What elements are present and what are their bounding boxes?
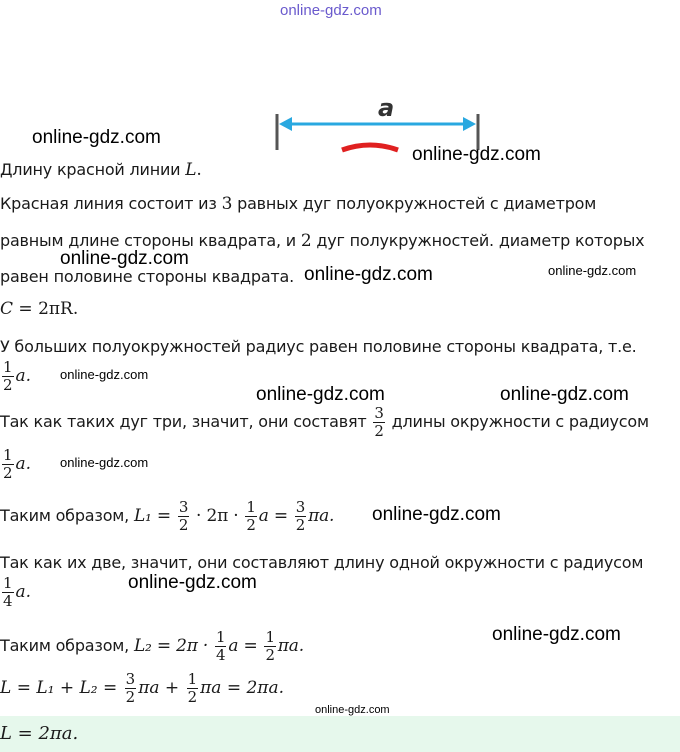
watermark: online-gdz.com xyxy=(500,384,629,405)
watermark: online-gdz.com xyxy=(315,704,390,716)
watermark: online-gdz.com xyxy=(60,248,189,269)
fraction: $\frac{1}{2}$ xyxy=(3,358,13,394)
math-var: L xyxy=(185,160,197,180)
formula-half-a-1 xyxy=(0,360,31,393)
watermark: online-gdz.com xyxy=(492,624,621,645)
text-line-3 xyxy=(0,231,644,251)
text-line-11: Так как их две, значит, они составляют длину одной окружности с радиусом xyxy=(0,553,644,572)
fraction: $\frac{1}{2}$ xyxy=(265,628,275,664)
formula-L2 xyxy=(0,630,304,663)
formula-L1 xyxy=(0,500,334,533)
text-line-1: Длину красной линии L. xyxy=(0,160,202,180)
watermark: online-gdz.com xyxy=(256,384,385,405)
line-text: длины окружности с радиусом xyxy=(391,412,649,431)
segment-arrow-right xyxy=(463,117,476,131)
formula-circumference xyxy=(0,299,78,319)
math-var: a. xyxy=(15,366,32,386)
math-expr: πa = 2πa. xyxy=(200,678,285,698)
top-watermark[interactable]: online-gdz.com xyxy=(280,2,382,19)
text-line-4: равен половине стороны квадрата. xyxy=(0,267,295,286)
watermark: online-gdz.com xyxy=(372,504,501,525)
line-text: равным длине стороны квадрата, и xyxy=(0,231,296,250)
watermark: online-gdz.com xyxy=(304,264,433,285)
fraction: $\frac{3}{2}$ xyxy=(178,498,189,534)
watermark: online-gdz.com xyxy=(128,572,257,593)
math-expr: a = xyxy=(258,506,288,526)
watermark: online-gdz.com xyxy=(32,127,161,148)
fraction: $\frac{1}{4}$ xyxy=(3,574,13,610)
watermark: online-gdz.com xyxy=(60,455,149,470)
fraction: $\frac{3}{2}$ xyxy=(374,404,384,440)
watermark: online-gdz.com xyxy=(548,263,637,278)
math-number: 2 xyxy=(300,231,312,251)
fraction: $\frac{3}{2}$ xyxy=(125,670,136,706)
math-var: C xyxy=(0,299,14,319)
text-line-6: У больших полуокружностей радиус равен половине стороны квадрата, т.е. xyxy=(0,337,637,356)
fraction: $\frac{1}{4}$ xyxy=(216,628,226,664)
line-text: Таким образом, xyxy=(0,636,130,655)
formula-L-sum xyxy=(0,672,284,705)
line-text: Красная линия состоит из xyxy=(0,194,217,213)
segment-label: a xyxy=(378,94,395,122)
segment-arrow-left xyxy=(279,117,292,131)
red-arc-fragment xyxy=(342,145,398,150)
fraction: $\frac{1}{2}$ xyxy=(246,498,256,534)
math-expr: πa. xyxy=(277,636,304,656)
math-var: a. xyxy=(15,454,32,474)
formula-half-a-2 xyxy=(0,448,31,481)
formula-quarter-a xyxy=(0,576,31,609)
line-text: Так как таких дуг три, значит, они составят xyxy=(0,412,367,431)
text-line-2 xyxy=(0,194,596,214)
line-text: дуг полукружностей. диаметр которых xyxy=(316,231,645,250)
fraction: $\frac{1}{2}$ xyxy=(187,670,198,706)
math-var: a. xyxy=(15,582,32,602)
math-expr: L₁ = xyxy=(133,506,171,526)
line-text: Таким образом, xyxy=(0,506,130,525)
math-expr: πa. xyxy=(308,506,335,526)
math-expr: a = xyxy=(228,636,258,656)
math-expr: = 2πR. xyxy=(18,299,79,319)
line-text: равных дуг полуокружностей с диаметром xyxy=(237,194,597,213)
fraction: $\frac{3}{2}$ xyxy=(295,498,306,534)
math-expr: L = L₁ + L₂ = xyxy=(0,678,118,698)
line-text: Длину красной линии xyxy=(0,160,181,179)
answer-box xyxy=(0,716,680,752)
math-expr: · 2π · xyxy=(196,506,239,526)
math-expr: L₂ = 2π · xyxy=(133,636,209,656)
math-number: 3 xyxy=(221,194,233,214)
math-expr: πa + xyxy=(138,678,180,698)
text-line-8 xyxy=(0,406,649,439)
answer-formula: L = 2πa. xyxy=(0,723,79,744)
watermark: online-gdz.com xyxy=(412,144,541,165)
watermark: online-gdz.com xyxy=(60,367,149,382)
fraction: $\frac{1}{2}$ xyxy=(3,446,13,482)
